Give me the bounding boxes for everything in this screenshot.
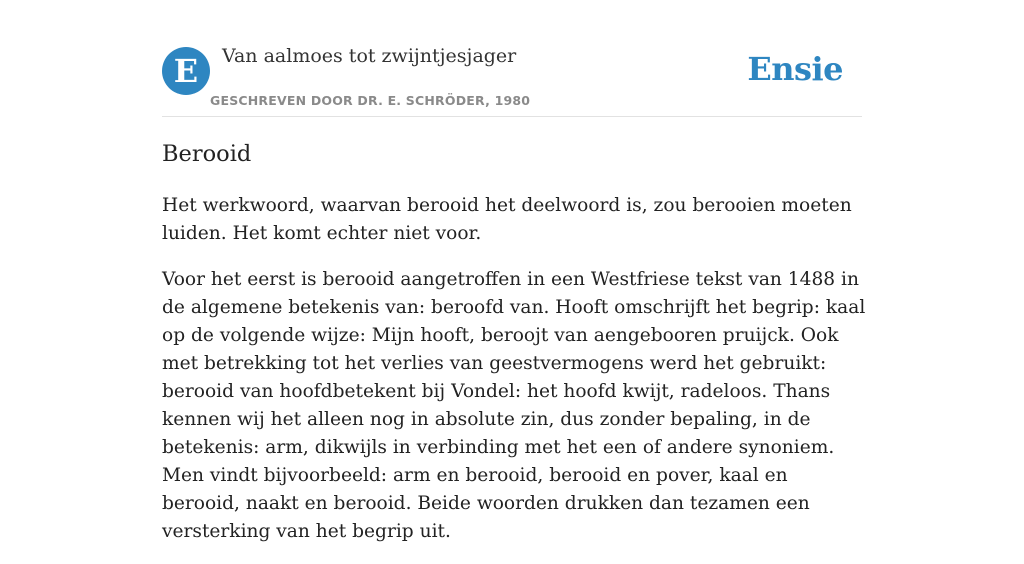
book-title[interactable]: Van aalmoes tot zwijntjesjager (222, 45, 517, 67)
paragraph: Voor het eerst is berooid aangetroffen in een Westfriese tekst van 1488 in de algemene betekenis van: beroofd van. Hooft omschrijft het begrip: kaal op de volgende wijze: Mijn hooft, beroojt van aengebooren pruijck. Ook met betrekking tot het verlies van geestvermogens werd het gebruikt: berooid van hoofdbetekent bij Vondel: het hoofd kwijt, radeloos. Thans kennen wij het alleen nog in absolute zin, dus zonder bepaling, in de betekenis: arm, dikwijls in verbinding met het een of andere synoniem. Men vindt bijvoorbeeld: arm en berooid, berooid en pover, kaal en berooid, naakt en berooid. Beide woorden drukken dan tezamen een versterking van het begrip uit. (162, 269, 866, 542)
header (162, 40, 862, 117)
ensie-logo-icon[interactable]: E (162, 47, 210, 95)
paragraph: Het werkwoord, waarvan berooid het deelwoord is, zou berooien moeten luiden. Het komt echter niet voor. (162, 195, 852, 244)
brand-logo[interactable]: Ensie (747, 50, 843, 88)
entry-title: Berooid (162, 141, 252, 167)
author-meta: GESCHREVEN DOOR DR. E. SCHRÖDER, 1980 (210, 93, 531, 108)
article (162, 138, 866, 564)
